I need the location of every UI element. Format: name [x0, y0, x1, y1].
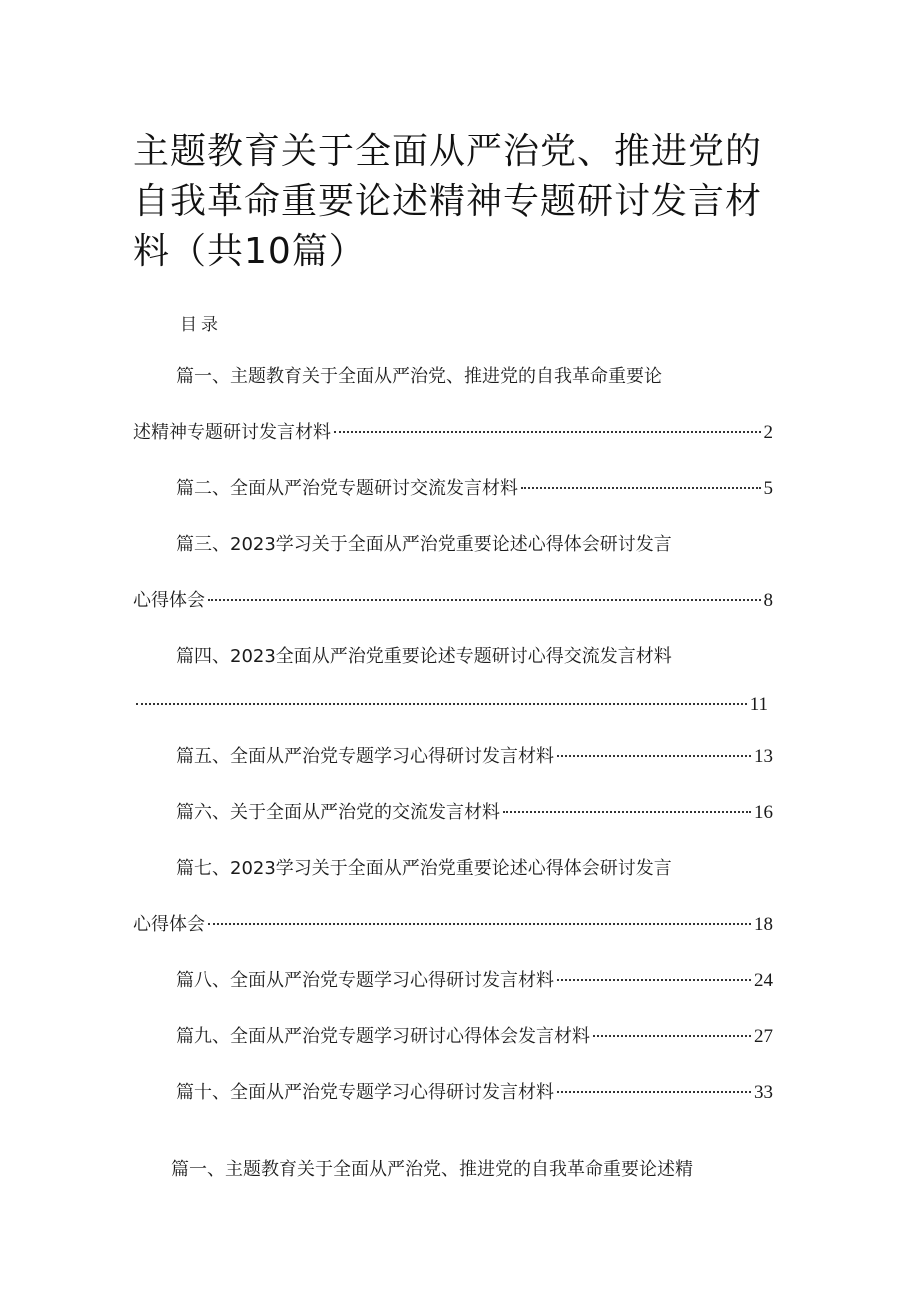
toc-entry-7-page: 18 — [754, 914, 773, 935]
toc-entry-3-page: 8 — [763, 590, 773, 611]
toc-leader-dots — [334, 431, 761, 433]
toc-entry-1-page: 2 — [763, 422, 773, 443]
toc-entry-1-line1[interactable] — [133, 363, 773, 391]
toc-entry-4-line2[interactable] — [133, 691, 768, 719]
toc-entry-5-text: 篇五、全面从严治党专题学习心得研讨发言材料 — [176, 746, 554, 767]
toc-entry-8-page: 24 — [754, 970, 773, 991]
toc-leader-dots — [208, 923, 751, 925]
toc-entry-1-text: 篇一、主题教育关于全面从严治党、推进党的自我革命重要论 — [176, 366, 662, 387]
toc-entry-5[interactable] — [133, 743, 773, 771]
toc-entry-10-text: 篇十、全面从严治党专题学习心得研讨发言材料 — [176, 1082, 554, 1103]
toc-entry-7-line2[interactable] — [133, 911, 773, 939]
toc-leader-dots — [136, 703, 747, 705]
toc-entry-6-text: 篇六、关于全面从严治党的交流发言材料 — [176, 802, 500, 823]
toc-leader-dots — [521, 487, 761, 489]
section-heading: 篇一、主题教育关于全面从严治党、推进党的自我革命重要论述精 — [171, 1159, 693, 1180]
toc-entry-9-text: 篇九、全面从严治党专题学习研讨心得体会发言材料 — [176, 1026, 590, 1047]
toc-leader-dots — [557, 755, 751, 757]
toc-leader-dots — [503, 811, 751, 813]
toc-entry-7-line1[interactable] — [133, 855, 773, 883]
toc-entry-4-line1[interactable] — [133, 643, 773, 671]
toc-entry-2-page: 5 — [763, 478, 773, 499]
toc-entry-4-page: 11 — [749, 694, 768, 715]
toc-entry-10[interactable] — [133, 1079, 773, 1107]
toc-entry-9[interactable] — [133, 1023, 773, 1051]
toc-entry-2[interactable] — [133, 475, 773, 503]
toc-entry-3-continuation: 心得体会 — [133, 590, 205, 611]
toc-entry-1-continuation: 述精神专题研讨发言材料 — [133, 422, 331, 443]
toc-entry-2-text: 篇二、全面从严治党专题研讨交流发言材料 — [176, 478, 518, 499]
toc-entry-8[interactable] — [133, 967, 773, 995]
toc-leader-dots — [557, 1091, 751, 1093]
toc-entry-10-page: 33 — [754, 1082, 773, 1103]
toc-entry-3-line2[interactable] — [133, 587, 773, 615]
toc-heading: 目录 — [180, 315, 222, 335]
toc-leader-dots — [593, 1035, 751, 1037]
toc-entry-3-line1[interactable] — [133, 531, 773, 559]
toc-entry-7-continuation: 心得体会 — [133, 914, 205, 935]
toc-entry-8-text: 篇八、全面从严治党专题学习心得研讨发言材料 — [176, 970, 554, 991]
toc-leader-dots — [557, 979, 751, 981]
document-title: 主题教育关于全面从严治党、推进党的自我革命重要论述精神专题研讨发言材料（共10篇） — [133, 131, 763, 272]
toc-entry-1-line2[interactable] — [133, 419, 773, 447]
toc-entry-4-text: 篇四、2023全面从严治党重要论述专题研讨心得交流发言材料 — [176, 646, 672, 667]
toc-entry-9-page: 27 — [754, 1026, 773, 1047]
toc-entry-6[interactable] — [133, 799, 773, 827]
toc-entry-7-text: 篇七、2023学习关于全面从严治党重要论述心得体会研讨发言 — [176, 858, 672, 879]
toc-entry-3-text: 篇三、2023学习关于全面从严治党重要论述心得体会研讨发言 — [176, 534, 672, 555]
toc-leader-dots — [208, 599, 761, 601]
toc-entry-6-page: 16 — [754, 802, 773, 823]
toc-entry-5-page: 13 — [754, 746, 773, 767]
